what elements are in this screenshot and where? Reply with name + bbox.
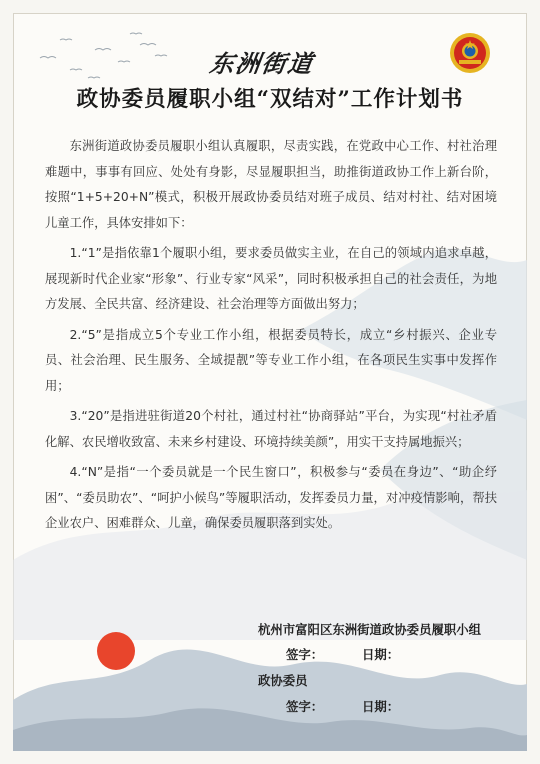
flying-birds: [40, 33, 167, 78]
item-3-paragraph: 3.“20”是指进驻街道20个村社，通过村社“协商驿站”平台，为实现“村社矛盾化解、农民增收致富、未来乡村建设、环境持续美颜”，用实干支持属地振兴；: [45, 409, 497, 449]
intro-paragraph: 东洲街道政协委员履职小组认真履职，尽责实践，在党政中心工作、村社治理难题中，事事有回应、处处有身影，尽显履职担当，助推街道政协工作上新台阶，按照“1+5+20+N”模式，积极开展政协委员结对班子成员、结对村社、结对困境儿童工作，具体安排如下：: [45, 139, 497, 230]
document-title: 政协委员履职小组“双结对”工作计划书: [76, 87, 464, 112]
member-label: 政协委员: [258, 673, 308, 688]
item-2-paragraph: 2.“5”是指成立5个专业工作小组，根据委员特长，成立“乡村振兴、企业专员、社会治理、民生服务、全域提靓”等专业工作小组，在各项民生实事中发挥作用；: [45, 327, 497, 393]
document-body: [45, 134, 497, 542]
member-sign-label: 签字：: [286, 699, 324, 714]
brand-calligraphy: 东洲街道: [207, 49, 316, 78]
signature-date-label: 日期：: [362, 647, 400, 662]
cppcc-emblem-icon: [449, 32, 491, 74]
member-date-label: 日期：: [362, 699, 400, 714]
red-sun: [97, 632, 135, 670]
signature-organization: 杭州市富阳区东洲街道政协委员履职小组: [258, 622, 482, 637]
item-4-paragraph: 4.“N”是指“一个委员就是一个民生窗口”，积极参与“委员在身边”、“助企纾困”、“委员助农”、“呵护小候鸟”等履职活动，发挥委员力量，对冲疫情影响，帮扶企业农户、困难群众、儿童，确保委员履职落到实处。: [45, 465, 497, 530]
item-1-paragraph: 1.“1”是指依靠1个履职小组，要求委员做实主业，在自己的领域内追求卓越，展现新时代企业家“形象”、行业专家“风采”，同时积极承担自己的社会责任，为地方发展、全民共富、经济建设、社会治理等方面做出努力；: [45, 246, 497, 311]
signature-sign-label: 签字：: [286, 647, 324, 662]
